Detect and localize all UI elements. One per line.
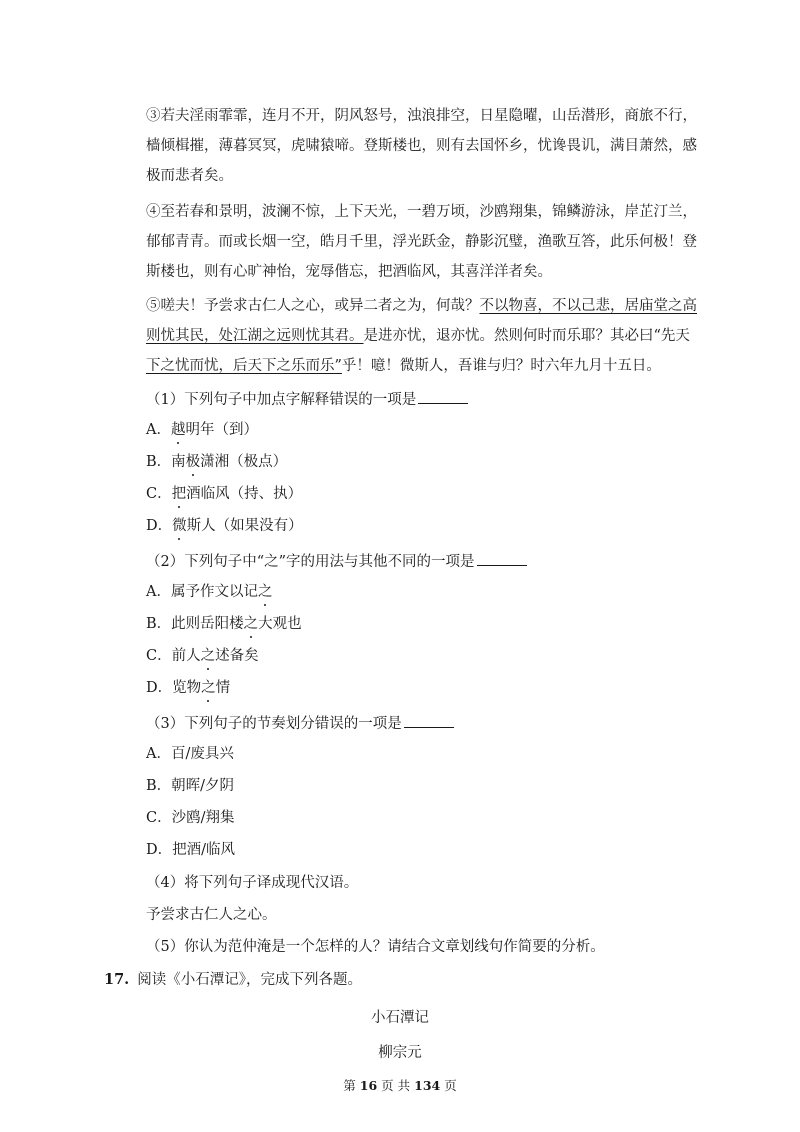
q2-option-d[interactable] <box>146 678 230 698</box>
option-text: A．属予作文以记 <box>146 584 258 600</box>
footer-prefix: 第 <box>343 1078 356 1093</box>
q1-option-b[interactable] <box>146 452 287 472</box>
option-text: 酒临风（持、执） <box>186 486 303 502</box>
q2-option-a[interactable] <box>146 582 272 602</box>
passage-p5-line-2 <box>146 326 690 346</box>
q2-option-b[interactable] <box>146 614 302 634</box>
dotted-char: 微 <box>172 518 187 534</box>
p5-plain-1: ⑤嗟夫！予尝求古仁人之心，或异二者之为，何哉？ <box>146 298 480 314</box>
passage-p4-line-3: 斯楼也，则有心旷神怡，宠辱偕忘，把酒临风，其喜洋洋者矣。 <box>146 264 552 280</box>
option-text: B．此则岳阳楼 <box>146 616 244 632</box>
q5-stem: （5）你认为范仲淹是一个怎样的人？请结合文章划线句作简要的分析。 <box>146 939 605 955</box>
footer-page-number: 16 <box>359 1078 378 1093</box>
passage-p4-line-2: 郁郁青青。而或长烟一空，皓月千里，浮光跃金，静影沉璧，渔歌互答，此乐何极！登 <box>146 234 697 250</box>
passage-title: 小石潭记 <box>371 1010 429 1026</box>
option-label: C． <box>146 486 172 502</box>
q3-option-d[interactable]: D．把酒/临风 <box>146 842 236 858</box>
q3-answer-blank[interactable] <box>404 712 454 728</box>
option-text: C．前人 <box>146 648 201 664</box>
option-text: 潇湘（极点） <box>200 454 288 470</box>
option-text: 斯人（如果没有） <box>186 518 303 534</box>
q17-text: 阅读《小石潭记》，完成下列各题。 <box>137 972 362 988</box>
option-text: 情 <box>215 680 231 696</box>
underlined-sentence-2: 下之忧而忧，后天下之乐而乐” <box>146 358 342 374</box>
passage-p3-line-3: 极而悲者矣。 <box>146 168 233 184</box>
passage-author: 柳宗元 <box>378 1045 422 1061</box>
q1-stem <box>146 388 468 410</box>
p5-plain-3: 乎！噫！微斯人，吾谁与归？时六年九月十五日。 <box>341 358 661 374</box>
dotted-char: 之 <box>257 584 273 600</box>
passage-p5-line-3 <box>146 356 661 376</box>
q17-number: 17. <box>104 971 130 988</box>
option-text: 大观也 <box>258 616 302 632</box>
q1-option-c[interactable] <box>146 484 302 504</box>
footer-total-pages: 134 <box>414 1078 441 1093</box>
footer-mid: 页 共 <box>381 1078 411 1093</box>
passage-p5-line-1 <box>146 296 697 316</box>
dotted-char: 之 <box>243 616 259 632</box>
dotted-char: 极 <box>185 454 201 470</box>
q3-option-c[interactable]: C．沙鸥/翔集 <box>146 810 235 826</box>
option-label: B．南 <box>146 454 186 470</box>
q17-heading <box>104 970 362 990</box>
q1-option-d[interactable] <box>146 516 303 536</box>
passage-p3-line-1: ③若夫淫雨霏霏，连月不开，阴风怒号，浊浪排空，日星隐曜，山岳潜形，商旅不行， <box>146 108 697 124</box>
q3-stem-text: （3）下列句子的节奏划分错误的一项是 <box>146 716 402 732</box>
q1-option-a[interactable] <box>146 420 258 440</box>
option-text: 述备矣 <box>215 648 259 664</box>
dotted-char: 之 <box>201 680 216 696</box>
option-label: A． <box>146 422 171 438</box>
q4-stem: （4）将下列句子译成现代汉语。 <box>146 875 359 891</box>
q1-stem-text: （1）下列句子中加点字解释错误的一项是 <box>146 392 417 408</box>
underlined-sentence-1b: 则忧其民，处江湖之远则忧其君。 <box>146 328 364 344</box>
q3-option-b[interactable]: B．朝晖/夕阴 <box>146 778 235 794</box>
p5-plain-2: 是进亦忧，退亦忧。然则何时而乐耶？其必曰“先天 <box>363 328 690 344</box>
underlined-sentence-1a: 不以物喜，不以己悲，居庙堂之高 <box>479 298 697 314</box>
dotted-char: 把 <box>171 486 187 502</box>
dotted-char: 之 <box>200 648 216 664</box>
q4-sentence: 予尝求古仁人之心。 <box>146 907 277 923</box>
footer-suffix: 页 <box>444 1078 457 1093</box>
option-text: 明年（到） <box>185 422 258 438</box>
q2-stem <box>146 550 527 572</box>
q3-option-a[interactable]: A．百/废具兴 <box>146 746 234 762</box>
q2-option-c[interactable] <box>146 646 259 666</box>
q1-answer-blank[interactable] <box>418 388 468 404</box>
dotted-char: 越 <box>170 422 186 438</box>
option-label: D． <box>146 518 173 534</box>
q3-stem <box>146 712 454 734</box>
q2-answer-blank[interactable] <box>477 550 527 566</box>
option-text: D．览物 <box>146 680 202 696</box>
q2-stem-text: （2）下列句子中“之”字的用法与其他不同的一项是 <box>146 554 475 570</box>
page-footer <box>0 1076 800 1096</box>
passage-p3-line-2: 樯倾楫摧，薄暮冥冥，虎啸猿啼。登斯楼也，则有去国怀乡，忧谗畏讥，满目萧然，感 <box>146 138 697 154</box>
passage-p4-line-1: ④至若春和景明，波澜不惊，上下天光，一碧万顷，沙鸥翔集，锦鳞游泳，岸芷汀兰， <box>146 204 697 220</box>
